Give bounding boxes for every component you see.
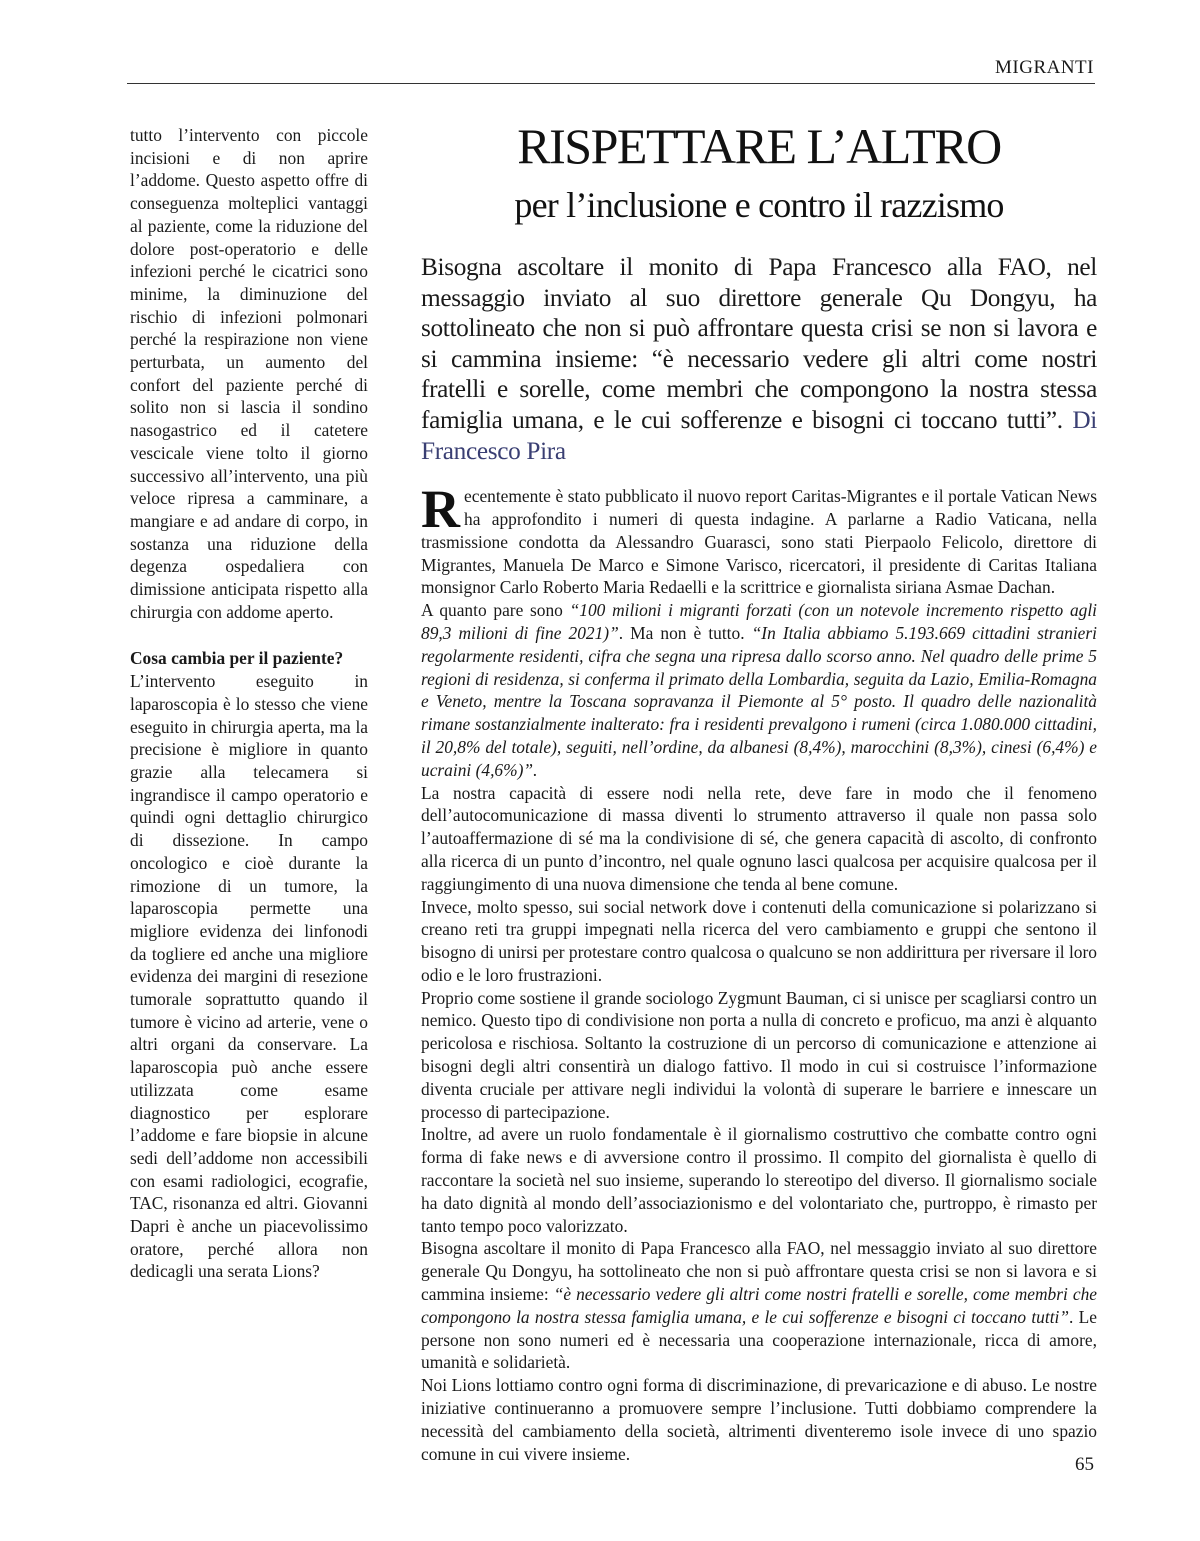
body-paragraph-3: La nostra capacità di essere nodi nella rete, deve fare in modo che il fenomeno dell’autocomunicazione di massa diventi lo strumento attraverso il quale non passa solo l’autoaffermazione di sé ma la condivisione di sé, che genera capacità di ascolto, di confronto alla ricerca di un punto d’incontro, nel quale ognuno lasci qualcosa per acquisire qualcosa per il raggiungimento di una nuova dimensione che tenda al bene comune. xyxy=(421,782,1097,894)
article-lead xyxy=(421,252,1097,466)
body-paragraph-7-b: . Le persone non sono numeri ed è necessaria una cooperazione internazionale, ricca di amore, umanità e solidarietà. xyxy=(421,1306,1097,1373)
body-paragraph-5: Proprio come sostiene il grande sociologo Zygmunt Bauman, ci si unisce per scagliarsi contro un nemico. Questo tipo di condivisione non porta a nulla di concreto e proficuo, ma anzi è alquanto pericolosa e rischiosa. Soltanto la costruzione di un percorso di comunicazione e attenzione ai bisogni degli altri consentirà un dialogo fattivo. Il modo in cui si costruisce l’informazione diventa cruciale per attivare negli individui la volontà di superare le barriere e innescare un processo di partecipazione. xyxy=(421,987,1097,1122)
article-subtitle: per l’inclusione e contro il razzismo xyxy=(514,185,1004,225)
body-paragraph-1-text: ecentemente è stato pubblicato il nuovo report Caritas-Migrantes e il portale Vatican News ha approfondito i numeri di questa indagine. A parlarne a Radio Vaticana, nella trasmissione condotta da Alessandro Guarasci, sono stati Pierpaolo Felicolo, direttore di Migrantes, Manuela De Marco e Simone Varisco, ricercatori, il presidente di Caritas Italiana monsignor Carlo Roberto Maria Redaelli e la scrittrice e giornalista siriana Asmae Dachan. xyxy=(421,486,1097,598)
body-paragraph-2 xyxy=(421,599,1097,781)
drop-cap: R xyxy=(421,479,460,540)
quote-migrants-figure: “100 milioni i migranti forzati (con un notevole incremento rispetto agli 89,3 milioni di fine 2021)” xyxy=(421,600,1097,643)
left-paragraph-2: L’intervento eseguito in laparoscopia è lo stesso che viene eseguito in chirurgia aperta, ma la precisione è migliore in quanto grazie alla telecamera si ingrandisce il campo operatorio e quindi ogni dettaglio chirurgico di dissezione. In campo oncologico e cioè durante la rimozione di un tumore, la laparoscopia permette una migliore evidenza dei linfonodi da togliere ed anche una migliore evidenza dei margini di resezione tumorale soprattutto quando il tumore è vicino ad arterie, vene o altri organi da conservare. La laparoscopia può anche essere utilizzata come esame diagnostico per esplorare l’addome e fare biopsie in alcune sedi dell’addome non accessibili con esami radiologici, ecografie, TAC, risonanza ed altri. Giovanni Dapri è anche un piacevolissimo oratore, perché allora non dedicagli una serata Lions? xyxy=(130,671,368,1282)
article xyxy=(421,116,1097,1465)
body-paragraph-2-a: A quanto pare sono xyxy=(421,600,570,621)
page-number: 65 xyxy=(1075,1454,1094,1475)
quote-pope-francis: “è necessario vedere gli altri come nostri fratelli e sorelle, come membri che compongono la nostra stessa famiglia umana, e le cui sofferenze e bisogni ci toccano tutti” xyxy=(421,1284,1098,1327)
left-subheading: Cosa cambia per il paziente? xyxy=(130,648,344,669)
body-paragraph-6: Inoltre, ad avere un ruolo fondamentale è il giornalismo costruttivo che combatte contro ogni forma di fake news e di avversione contro il prossimo. Il compito del giornalista è quello di raccontare la società nel suo insieme, superando lo stereotipo del diverso. Il giornalismo sociale ha dato dignità al mondo dell’associazionismo e del volontariato che, purtroppo, è rimasto per tanto tempo poco valorizzato. xyxy=(421,1124,1097,1236)
quote-italy-residents: “In Italia abbiamo 5.193.669 cittadini stranieri regolarmente residenti, cifra che segna una ripresa dallo scorso anno. Nel quadro delle prime 5 regioni di residenza, si conferma il primato della Lombardia, seguita da Lazio, Emilia-Romagna e Veneto, mentre la Toscana sopravanza il Piemonte al 5° posto. Il quadro delle nazionalità rimane sostanzialmente inalterato: fra i residenti prevalgono i rumeni (circa 1.080.000 cittadini, il 20,8% del totale), seguiti, nell’ordine, da albanesi (8,4%), marocchini (8,3%), cinesi (6,4%) e ucraini (4,6%)”. xyxy=(421,622,1098,780)
header-divider xyxy=(127,83,1095,84)
article-body xyxy=(421,479,1098,1465)
section-label: MIGRANTI xyxy=(995,57,1094,78)
article-byline: Di Francesco Pira xyxy=(421,405,1097,465)
left-paragraph-1: tutto l’intervento con piccole incisioni e di non aprire l’addome. Questo aspetto offre di conseguenza molteplici vantaggi al paziente, come la riduzione del dolore post-operatorio e delle infezioni perché le cicatrici sono minime, la diminuzione del rischio di infezioni polmonari perché la respirazione non viene perturbata, un aumento del confort del paziente perché di solito non si lascia il sondino nasogastrico ed il catetere vescicale viene tolto il giorno successivo all’intervento, una più veloce ripresa a camminare, a mangiare e ad andare di corpo, in sostanza una riduzione della degenza ospedaliera con dimissione anticipata rispetto alla chirurgia con addome aperto. xyxy=(130,125,368,622)
body-paragraph-4: Invece, molto spesso, sui social network dove i contenuti della comunicazione si polarizzano si creano reti tra gruppi impegnati nella ricerca del vero cambiamento e gruppi che sentono il bisogno di unirsi per protestare contro qualcosa o qualcuno se non addirittura per riversare il loro odio e le loro frustrazioni. xyxy=(421,896,1097,985)
article-title: RISPETTARE L’ALTRO xyxy=(517,118,1001,174)
body-paragraph-8: Noi Lions lottiamo contro ogni forma di discriminazione, di prevaricazione e di abuso. Le nostre iniziative continueranno a promuovere sempre l’inclusione. Tutti dobbiamo comprendere la necessità del cambiamento della società, altrimenti diventeremo isole invece di uno spazio comune in cui vivere insieme. xyxy=(421,1375,1097,1464)
left-column xyxy=(130,124,368,1283)
body-paragraph-1 xyxy=(421,479,1097,599)
body-paragraph-2-b: . Ma non è tutto. xyxy=(618,622,752,643)
body-paragraph-7-a: Bisogna ascoltare il monito di Papa Francesco alla FAO, nel messaggio inviato al suo direttore generale Qu Dongyu, ha sottolineato che non si può affrontare questa crisi se non si lavora e si cammina insieme: xyxy=(421,1238,1097,1305)
body-paragraph-7 xyxy=(421,1237,1097,1374)
lead-text: Bisogna ascoltare il monito di Papa Francesco alla FAO, nel messaggio inviato al suo direttore generale Qu Dongyu, ha sottolineato che non si può affrontare questa crisi se non si lavora e si cammina insieme: “è necessario vedere gli altri come nostri fratelli e sorelle, come membri che compongono la nostra stessa famiglia umana, e le cui sofferenze e bisogni ci toccano tutti”. xyxy=(421,253,1097,434)
